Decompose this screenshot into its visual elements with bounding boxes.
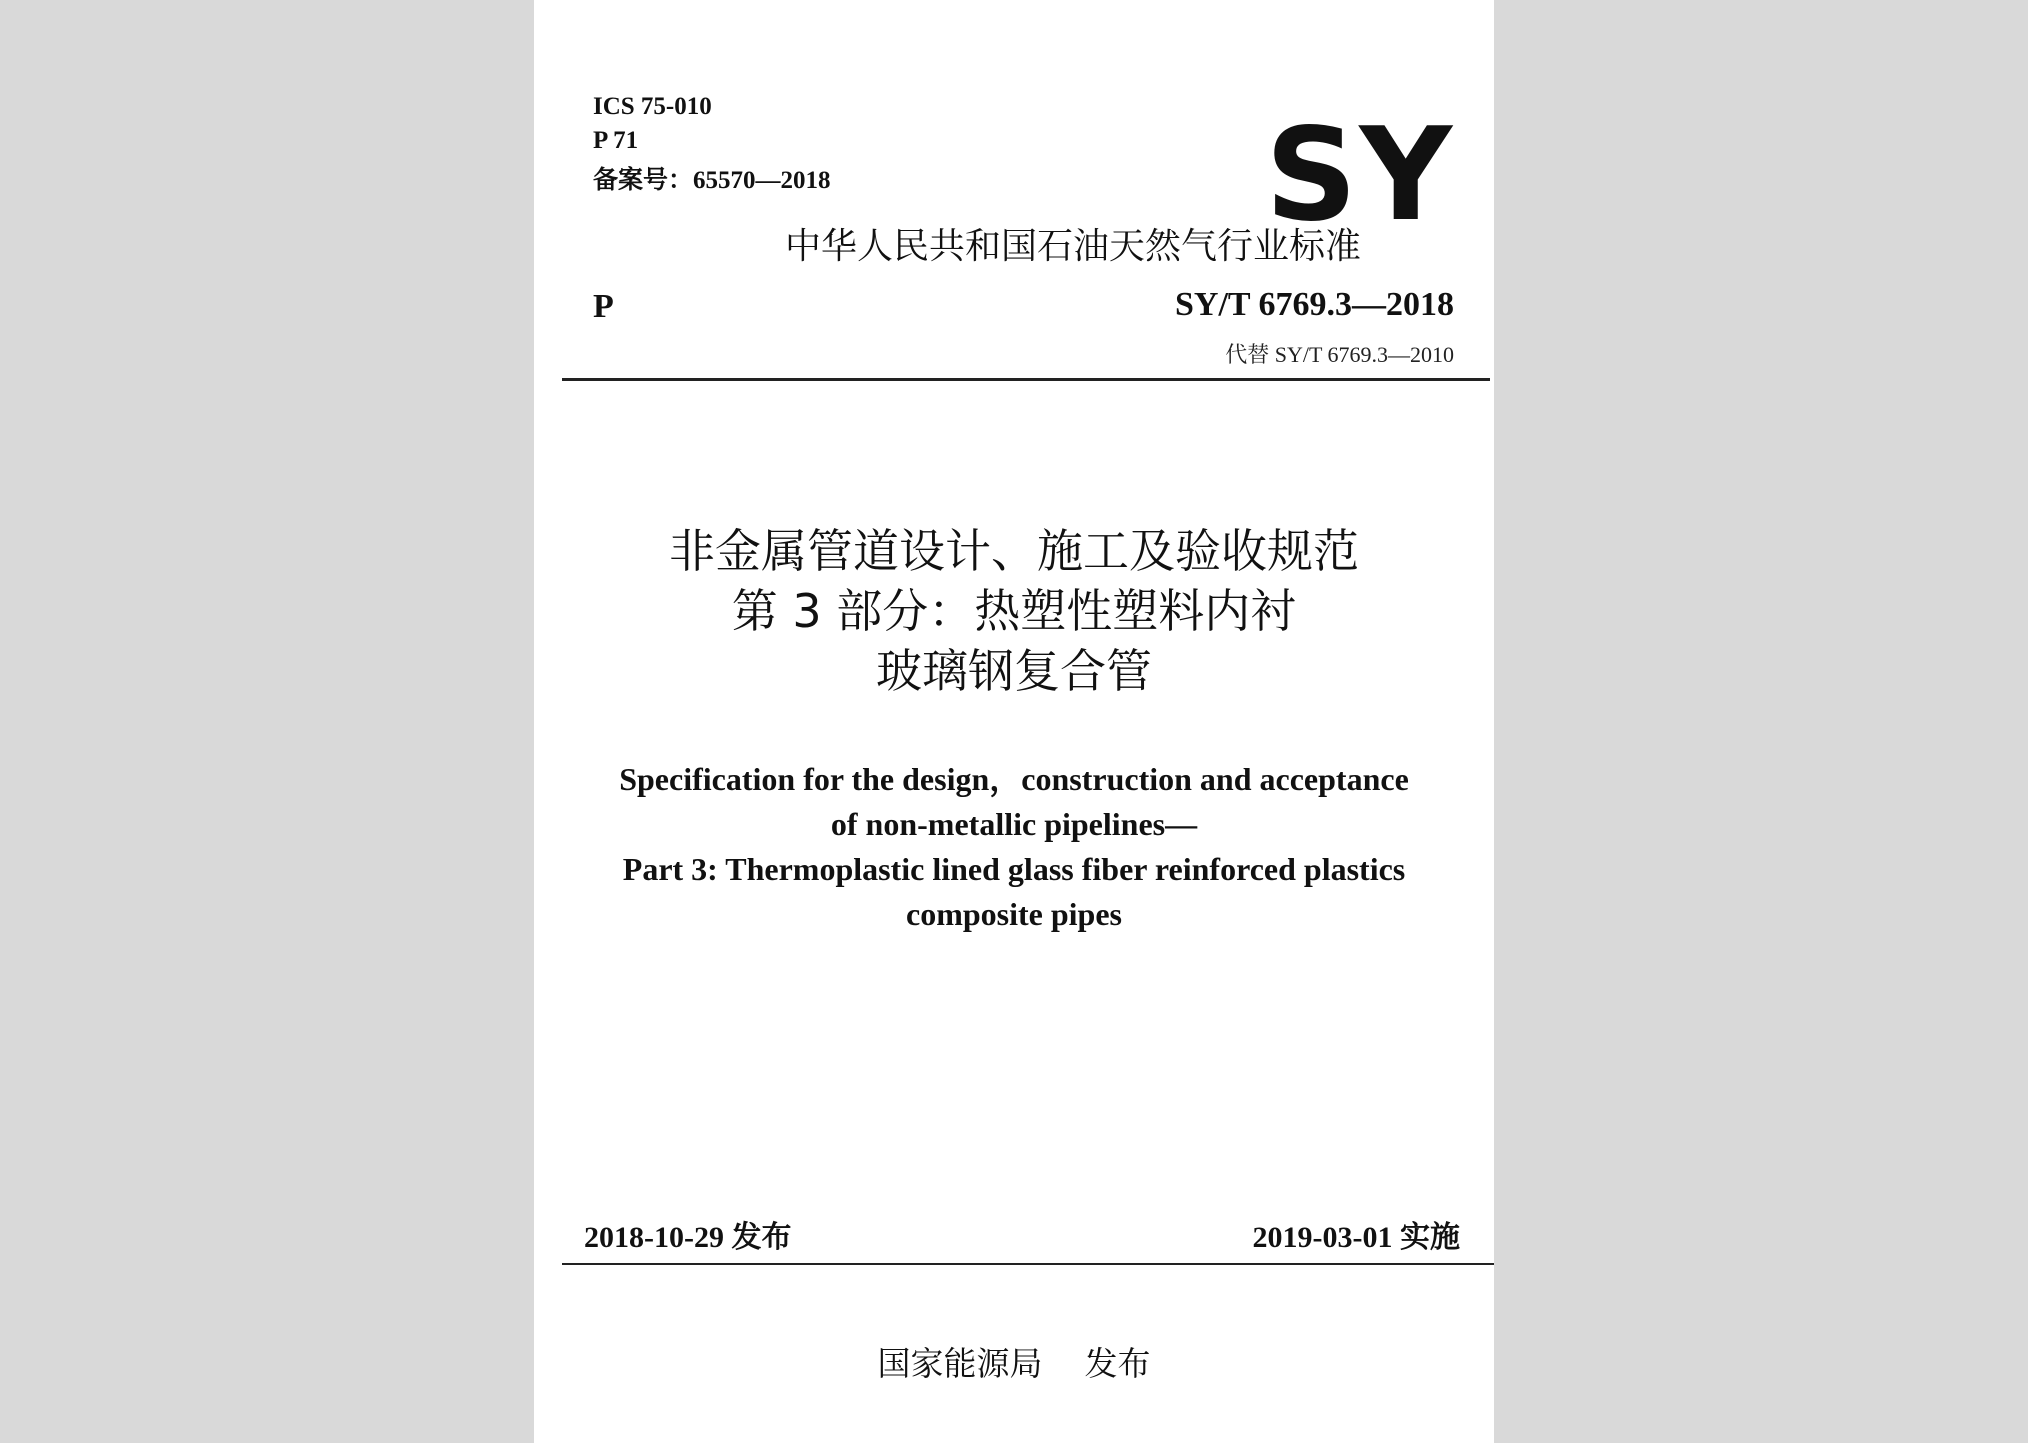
english-title-line-1: Specification for the design，construction and acceptance [619, 761, 1409, 797]
standard-number: SY/T 6769.3—2018 [1175, 286, 1454, 323]
ccs-code: P 71 [593, 127, 639, 154]
classification-letter: P [593, 288, 614, 325]
english-title-line-2: of non-metallic pipelines— [830, 806, 1198, 842]
ics-code: ICS 75-010 [593, 93, 712, 120]
issue-date: 2018-10-29 发布 [584, 1221, 792, 1254]
chinese-title-line-2: 第 3 部分：热塑性塑料内衬 [731, 584, 1297, 638]
record-number: 备案号：65570—2018 [593, 167, 831, 194]
english-title-line-3: Part 3: Thermoplastic lined glass fiber reinforced plastics [622, 851, 1406, 887]
bottom-divider [562, 1263, 1494, 1265]
standard-category: 中华人民共和国石油天然气行业标准 [785, 226, 1362, 267]
sy-logo: SY [1265, 101, 1454, 250]
effective-date: 2019-03-01 实施 [1252, 1221, 1460, 1254]
top-divider [562, 378, 1490, 381]
english-title-line-4: composite pipes [906, 896, 1122, 932]
document-cover-page [534, 0, 1494, 1443]
replaces-standard: 代替 SY/T 6769.3—2010 [1225, 342, 1454, 367]
chinese-title-line-1: 非金属管道设计、施工及验收规范 [669, 524, 1359, 578]
chinese-title-line-3: 玻璃钢复合管 [876, 644, 1152, 698]
publisher: 国家能源局 发布 [877, 1344, 1151, 1383]
